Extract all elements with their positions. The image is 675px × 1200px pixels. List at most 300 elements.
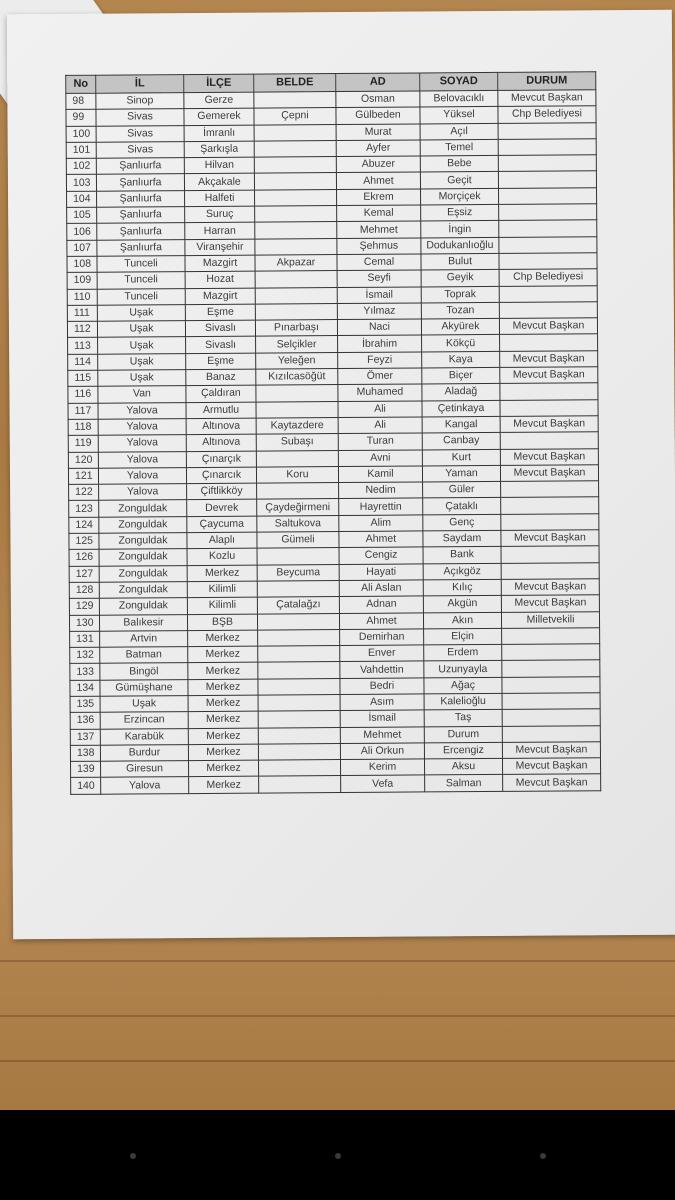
cell-il: Yalova — [98, 435, 186, 452]
cell-il: Erzincan — [100, 712, 188, 729]
cell-durum — [499, 285, 597, 302]
cell-no: 110 — [67, 289, 97, 306]
cell-ad: Demirhan — [340, 629, 424, 646]
cell-soyad: Saydam — [423, 530, 501, 547]
cell-belde: Koru — [256, 466, 338, 483]
wood-grain — [0, 960, 675, 962]
cell-durum: Chp Belediyesi — [498, 106, 596, 123]
cell-soyad: Açıl — [420, 123, 498, 140]
cell-ilce: Gerze — [184, 92, 254, 109]
cell-ilce: Eşme — [186, 353, 256, 370]
cell-il: Zonguldak — [99, 549, 187, 566]
cell-il: Uşak — [98, 353, 186, 370]
cell-il: Zonguldak — [99, 516, 187, 533]
cell-ilce: Merkez — [188, 695, 258, 712]
cell-no: 113 — [68, 338, 98, 355]
cell-ad: Ahmet — [339, 531, 423, 548]
cell-il: Burdur — [100, 744, 188, 761]
cell-ad: Kemal — [337, 205, 421, 222]
cell-ilce: Halfeti — [185, 190, 255, 207]
cell-belde — [256, 385, 338, 402]
cell-ilce: Merkez — [188, 744, 258, 761]
cell-il: Sivas — [96, 109, 184, 126]
cell-soyad: Elçin — [424, 628, 502, 645]
cell-il: Şanlıurfa — [96, 158, 184, 175]
cell-ad: Ahmet — [339, 612, 423, 629]
cell-belde: Kaytazdere — [256, 417, 338, 434]
cell-belde — [258, 662, 340, 679]
cell-ilce: Kozlu — [187, 548, 257, 565]
cell-belde — [254, 157, 336, 174]
cell-durum — [502, 676, 600, 693]
cell-soyad: Güler — [423, 482, 501, 499]
cell-il: Yalova — [98, 402, 186, 419]
cell-ad: İsmail — [340, 710, 424, 727]
cell-ilce: Kilimli — [187, 597, 257, 614]
cell-il: Tunceli — [97, 288, 185, 305]
cell-belde — [254, 140, 336, 157]
cell-ilce: Harran — [185, 222, 255, 239]
cell-il: Zonguldak — [99, 598, 187, 615]
cell-durum — [501, 481, 599, 498]
cell-ad: Cemal — [337, 254, 421, 271]
cell-ilce: Mazgirt — [185, 288, 255, 305]
cell-ad: Şehmus — [337, 238, 421, 255]
header-belde: BELDE — [254, 74, 336, 93]
cell-soyad: Toprak — [421, 286, 499, 303]
cell-il: Giresun — [100, 761, 188, 778]
cell-il: Tunceli — [97, 272, 185, 289]
cell-no: 115 — [68, 370, 98, 387]
cell-no: 133 — [70, 664, 100, 681]
cell-belde — [257, 483, 339, 500]
cell-durum: Milletvekili — [501, 611, 599, 628]
cell-belde — [258, 760, 340, 777]
cell-durum: Chp Belediyesi — [499, 269, 597, 286]
cell-no: 120 — [68, 452, 98, 469]
cell-no: 102 — [66, 158, 96, 175]
cell-no: 104 — [67, 191, 97, 208]
cell-soyad: Canbay — [422, 433, 500, 450]
cell-no: 130 — [69, 615, 99, 632]
cell-durum — [498, 155, 596, 172]
cell-il: Yalova — [99, 484, 187, 501]
cell-belde — [257, 613, 339, 630]
cell-soyad: Yaman — [422, 465, 500, 482]
candidate-table — [65, 71, 601, 794]
cell-ilce: Akçakale — [184, 174, 254, 191]
cell-no: 124 — [69, 517, 99, 534]
cell-belde: Akpazar — [255, 255, 337, 272]
nav-back-button[interactable] — [130, 1153, 136, 1159]
cell-soyad: Aladağ — [422, 384, 500, 401]
cell-durum — [501, 497, 599, 514]
cell-il: Yalova — [98, 451, 186, 468]
cell-no: 121 — [68, 468, 98, 485]
cell-soyad: Bulut — [421, 253, 499, 270]
cell-belde — [258, 646, 340, 663]
cell-no: 98 — [66, 93, 96, 110]
cell-no: 112 — [67, 321, 97, 338]
cell-belde — [258, 629, 340, 646]
cell-ad: Asım — [340, 694, 424, 711]
cell-ilce: Gemerek — [184, 108, 254, 125]
cell-soyad: Taş — [424, 710, 502, 727]
cell-il: Yalova — [101, 777, 189, 794]
cell-durum: Mevcut Başkan — [502, 758, 600, 775]
cell-ad: Alim — [339, 515, 423, 532]
cell-belde — [255, 206, 337, 223]
cell-ilce: Sivaslı — [186, 337, 256, 354]
cell-soyad: Aksu — [424, 759, 502, 776]
cell-soyad: Kalelioğlu — [424, 693, 502, 710]
header-ad: AD — [336, 73, 420, 92]
cell-ilce: Merkez — [187, 565, 257, 582]
nav-home-button[interactable] — [335, 1153, 341, 1159]
cell-ad: İbrahim — [338, 335, 422, 352]
paper-sheet — [7, 10, 675, 940]
cell-durum — [498, 122, 596, 139]
cell-soyad: Kökçü — [422, 335, 500, 352]
cell-belde: Yeleğen — [256, 352, 338, 369]
cell-belde — [255, 271, 337, 288]
cell-no: 129 — [69, 598, 99, 615]
cell-ad: Osman — [336, 91, 420, 108]
cell-ilce: Merkez — [188, 662, 258, 679]
cell-soyad: İngin — [421, 221, 499, 238]
cell-durum: Mevcut Başkan — [501, 595, 599, 612]
cell-no: 117 — [68, 403, 98, 420]
cell-il: Zonguldak — [99, 533, 187, 550]
cell-durum — [500, 334, 598, 351]
cell-belde — [258, 678, 340, 695]
cell-durum: Mevcut Başkan — [498, 90, 596, 107]
cell-soyad: Dodukanlıoğlu — [421, 237, 499, 254]
cell-durum — [499, 302, 597, 319]
cell-no: 139 — [70, 761, 100, 778]
cell-ad: Ali — [338, 401, 422, 418]
cell-il: Sivas — [96, 141, 184, 158]
cell-soyad: Bebe — [420, 156, 498, 173]
cell-ilce: Armutlu — [186, 402, 256, 419]
cell-belde — [257, 548, 339, 565]
cell-il: Şanlıurfa — [97, 190, 185, 207]
cell-belde — [258, 727, 340, 744]
cell-soyad: Akgün — [423, 596, 501, 613]
cell-ad: Ekrem — [337, 189, 421, 206]
cell-belde — [255, 189, 337, 206]
cell-belde — [258, 711, 340, 728]
cell-il: Uşak — [98, 337, 186, 354]
cell-no: 99 — [66, 110, 96, 127]
cell-ilce: Çiftlikköy — [187, 483, 257, 500]
cell-ad: Bedri — [340, 678, 424, 695]
cell-soyad: Kurt — [422, 449, 500, 466]
cell-durum: Mevcut Başkan — [502, 742, 600, 759]
cell-ilce: Hilvan — [184, 157, 254, 174]
header-soyad: SOYAD — [420, 72, 498, 91]
cell-no: 122 — [69, 484, 99, 501]
cell-il: Gümüşhane — [100, 679, 188, 696]
cell-ad: Yılmaz — [337, 303, 421, 320]
cell-belde — [259, 776, 341, 793]
cell-no: 127 — [69, 566, 99, 583]
cell-soyad: Genç — [423, 514, 501, 531]
cell-soyad: Yüksel — [420, 107, 498, 124]
cell-ad: Seyfi — [337, 270, 421, 287]
cell-ad: Nedim — [339, 482, 423, 499]
cell-belde — [258, 743, 340, 760]
cell-no: 125 — [69, 533, 99, 550]
cell-il: Artvin — [100, 630, 188, 647]
cell-belde: Pınarbaşı — [255, 320, 337, 337]
cell-soyad: Kılıç — [423, 579, 501, 596]
cell-ad: Ali Orkun — [340, 743, 424, 760]
cell-no: 108 — [67, 256, 97, 273]
cell-ad: Enver — [340, 645, 424, 662]
cell-il: Şanlıurfa — [96, 174, 184, 191]
cell-il: Bingöl — [100, 663, 188, 680]
cell-belde: Selçikler — [256, 336, 338, 353]
cell-durum — [502, 725, 600, 742]
cell-no: 103 — [66, 175, 96, 192]
cell-ilce: Altınova — [186, 418, 256, 435]
cell-ilce: Altınova — [186, 434, 256, 451]
cell-il: Uşak — [97, 321, 185, 338]
cell-soyad: Biçer — [422, 367, 500, 384]
wood-grain — [0, 1015, 675, 1017]
cell-ilce: Suruç — [185, 206, 255, 223]
cell-ad: Ahmet — [336, 172, 420, 189]
cell-ad: Feyzi — [338, 352, 422, 369]
cell-il: Uşak — [98, 370, 186, 387]
cell-ilce: Çınarçık — [186, 451, 256, 468]
cell-ilce: Merkez — [189, 777, 259, 794]
cell-belde: Çatalağzı — [257, 597, 339, 614]
cell-soyad: Çataklı — [423, 498, 501, 515]
cell-ilce: Merkez — [188, 728, 258, 745]
cell-durum: Mevcut Başkan — [500, 350, 598, 367]
cell-belde — [255, 303, 337, 320]
cell-no: 109 — [67, 272, 97, 289]
cell-soyad: Ercengiz — [424, 742, 502, 759]
cell-soyad: Temel — [420, 139, 498, 156]
cell-no: 132 — [70, 647, 100, 664]
cell-soyad: Tozan — [421, 302, 499, 319]
cell-ilce: Çaldıran — [186, 385, 256, 402]
cell-il: Karabük — [100, 728, 188, 745]
cell-no: 119 — [68, 435, 98, 452]
cell-ad: Gülbeden — [336, 107, 420, 124]
cell-durum — [500, 432, 598, 449]
cell-durum — [502, 660, 600, 677]
cell-soyad: Açıkgöz — [423, 563, 501, 580]
cell-soyad: Geçit — [420, 172, 498, 189]
cell-durum — [502, 644, 600, 661]
cell-belde: Gümeli — [257, 532, 339, 549]
cell-belde: Çepni — [254, 108, 336, 125]
cell-ad: Turan — [338, 433, 422, 450]
cell-il: Uşak — [100, 696, 188, 713]
cell-ad: Vahdettin — [340, 661, 424, 678]
cell-il: Zonguldak — [99, 565, 187, 582]
cell-belde — [256, 401, 338, 418]
cell-durum — [502, 693, 600, 710]
cell-durum — [501, 546, 599, 563]
cell-ad: Ali Aslan — [339, 580, 423, 597]
cell-soyad: Durum — [424, 726, 502, 743]
cell-durum: Mevcut Başkan — [500, 367, 598, 384]
cell-ad: Naci — [337, 319, 421, 336]
cell-durum — [498, 171, 596, 188]
cell-soyad: Ağaç — [424, 677, 502, 694]
cell-soyad: Erdem — [424, 644, 502, 661]
cell-ad: Hayati — [339, 564, 423, 581]
cell-no: 135 — [70, 696, 100, 713]
cell-il: Batman — [100, 647, 188, 664]
cell-belde — [256, 450, 338, 467]
cell-ad: Kamil — [338, 466, 422, 483]
cell-ad: İsmail — [337, 287, 421, 304]
cell-ilce: Şarkışla — [184, 141, 254, 158]
header-il: İL — [96, 75, 184, 94]
navigation-bar — [0, 1110, 675, 1200]
cell-no: 116 — [68, 387, 98, 404]
cell-ad: Kerim — [340, 759, 424, 776]
cell-no: 105 — [67, 207, 97, 224]
header-no: No — [66, 75, 96, 93]
cell-no: 134 — [70, 680, 100, 697]
cell-no: 118 — [68, 419, 98, 436]
cell-durum — [498, 139, 596, 156]
cell-no: 114 — [68, 354, 98, 371]
cell-no: 111 — [67, 305, 97, 322]
cell-soyad: Uzunyayla — [424, 661, 502, 678]
nav-recents-button[interactable] — [540, 1153, 546, 1159]
cell-durum — [500, 383, 598, 400]
cell-il: Uşak — [97, 304, 185, 321]
cell-belde — [255, 287, 337, 304]
cell-ilce: Banaz — [186, 369, 256, 386]
cell-durum: Mevcut Başkan — [501, 579, 599, 596]
cell-ad: Murat — [336, 124, 420, 141]
cell-no: 101 — [66, 142, 96, 159]
cell-ad: Cengiz — [339, 547, 423, 564]
table-body — [66, 90, 601, 794]
cell-soyad: Akın — [423, 612, 501, 629]
cell-ilce: BŞB — [187, 614, 257, 631]
cell-belde — [257, 580, 339, 597]
cell-durum: Mevcut Başkan — [499, 318, 597, 335]
cell-durum — [499, 236, 597, 253]
cell-ilce: Alaplı — [187, 532, 257, 549]
cell-belde: Saltukova — [257, 515, 339, 532]
cell-durum — [499, 220, 597, 237]
cell-ad: Abuzer — [336, 156, 420, 173]
cell-soyad: Morçiçek — [421, 188, 499, 205]
cell-no: 123 — [69, 501, 99, 518]
cell-ad: Adnan — [339, 596, 423, 613]
cell-ilce: Merkez — [188, 646, 258, 663]
cell-ilce: Hozat — [185, 271, 255, 288]
cell-soyad: Eşsiz — [421, 204, 499, 221]
cell-durum — [499, 253, 597, 270]
cell-no: 131 — [70, 631, 100, 648]
header-durum: DURUM — [498, 72, 596, 91]
cell-ilce: Merkez — [188, 711, 258, 728]
cell-ad: Mehmet — [340, 727, 424, 744]
cell-ilce: Kilimli — [187, 581, 257, 598]
cell-durum — [499, 188, 597, 205]
cell-no: 137 — [70, 729, 100, 746]
cell-il: Şanlıurfa — [97, 239, 185, 256]
cell-soyad: Kaya — [422, 351, 500, 368]
cell-ilce: Sivaslı — [185, 320, 255, 337]
cell-belde — [258, 695, 340, 712]
cell-ilce: Çaycuma — [187, 516, 257, 533]
header-ilce: İLÇE — [184, 74, 254, 92]
cell-ad: Hayrettin — [339, 498, 423, 515]
cell-il: Van — [98, 386, 186, 403]
cell-no: 136 — [70, 712, 100, 729]
cell-belde — [254, 173, 336, 190]
cell-soyad: Kangal — [422, 416, 500, 433]
cell-soyad: Salman — [425, 775, 503, 792]
cell-il: Sivas — [96, 125, 184, 142]
cell-soyad: Bank — [423, 547, 501, 564]
cell-ilce: Mazgirt — [185, 255, 255, 272]
cell-ilce: Merkez — [188, 760, 258, 777]
cell-ad: Vefa — [341, 775, 425, 792]
cell-durum: Mevcut Başkan — [500, 416, 598, 433]
cell-belde — [254, 92, 336, 109]
cell-ilce: Merkez — [188, 679, 258, 696]
cell-ad: Muhamed — [338, 384, 422, 401]
cell-durum — [502, 709, 600, 726]
cell-il: Yalova — [98, 419, 186, 436]
cell-no: 138 — [70, 745, 100, 762]
cell-durum — [500, 399, 598, 416]
cell-ilce: Devrek — [187, 500, 257, 517]
cell-soyad: Akyürek — [421, 319, 499, 336]
cell-no: 100 — [66, 126, 96, 143]
cell-no: 128 — [69, 582, 99, 599]
wood-grain — [0, 1060, 675, 1062]
cell-ilce: Merkez — [188, 630, 258, 647]
cell-soyad: Geyik — [421, 270, 499, 287]
cell-belde: Subaşı — [256, 434, 338, 451]
cell-durum: Mevcut Başkan — [503, 774, 601, 791]
cell-ilce: Eşme — [185, 304, 255, 321]
cell-belde: Beycuma — [257, 564, 339, 581]
cell-ilce: Viranşehir — [185, 239, 255, 256]
cell-il: Balıkesir — [99, 614, 187, 631]
cell-durum: Mevcut Başkan — [500, 448, 598, 465]
cell-durum — [501, 513, 599, 530]
cell-no: 126 — [69, 550, 99, 567]
cell-il: Yalova — [98, 467, 186, 484]
cell-il: Zonguldak — [99, 581, 187, 598]
table-row — [71, 774, 601, 794]
cell-belde: Kızılcasöğüt — [256, 369, 338, 386]
cell-il: Şanlıurfa — [97, 223, 185, 240]
cell-durum: Mevcut Başkan — [500, 465, 598, 482]
cell-il: Tunceli — [97, 256, 185, 273]
cell-il: Sinop — [96, 93, 184, 110]
cell-ad: Ömer — [338, 368, 422, 385]
cell-no: 140 — [71, 778, 101, 795]
cell-belde — [255, 238, 337, 255]
